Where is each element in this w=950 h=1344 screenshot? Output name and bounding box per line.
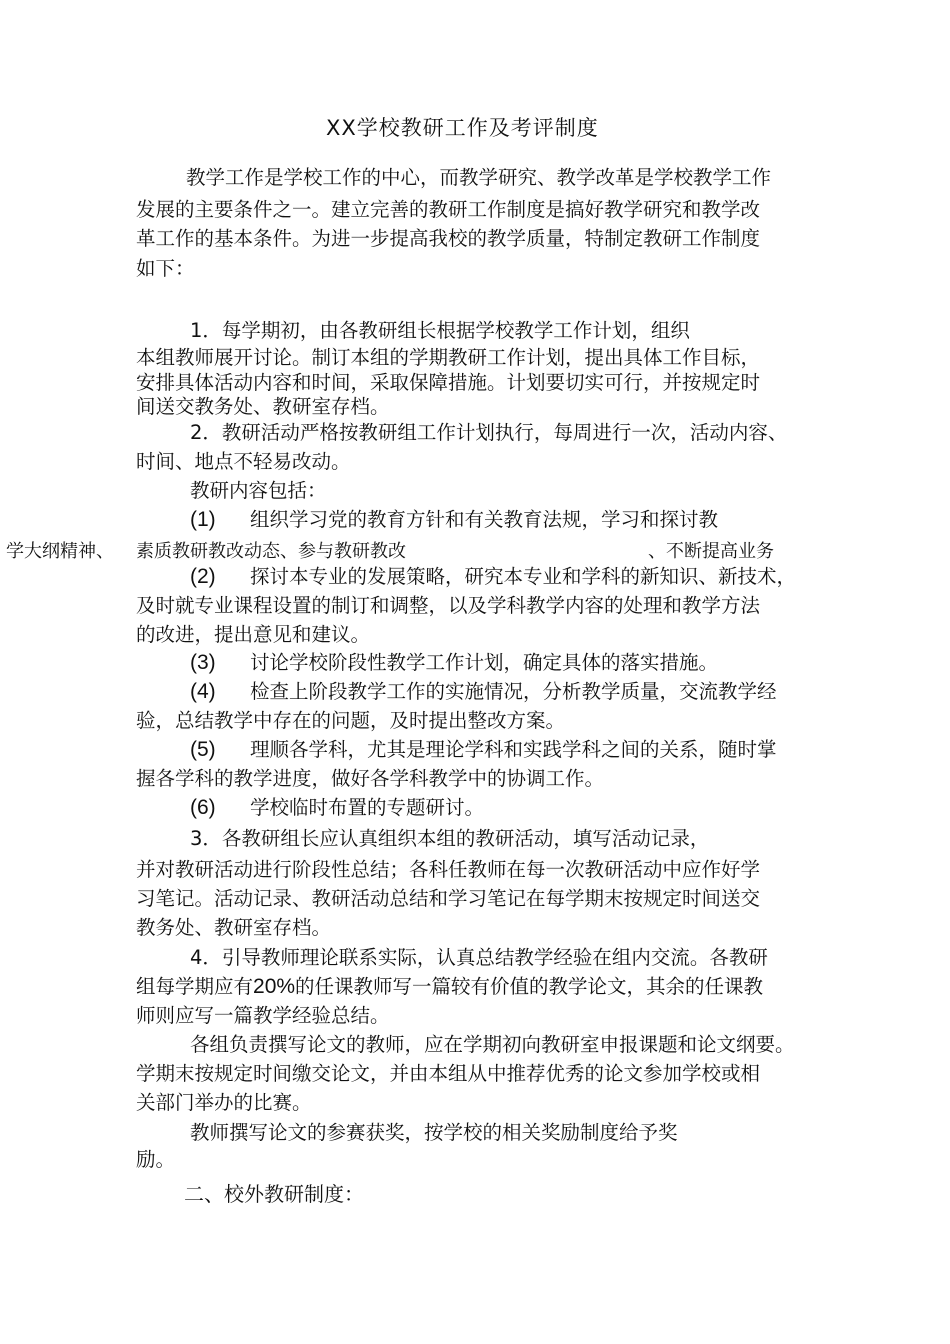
- item4-percent: 20%: [253, 975, 296, 998]
- sub5-text: 理顺各学科，尤其是理论学科和实践学科之间的关系，随时掌: [250, 738, 777, 761]
- item1-line: 安排具体活动内容和时间，采取保障措施。计划要切实可行，并按规定时: [136, 371, 761, 394]
- item4-line: 师则应写一篇教学经验总结。: [136, 1004, 390, 1027]
- item1-line: 1．每学期初，由各教研组长根据学校教学工作计划，组织: [190, 319, 690, 342]
- section-heading: 二、校外教研制度：: [184, 1182, 364, 1206]
- content-intro: 教研内容包括：: [190, 479, 327, 502]
- item4-text: 的任课教师写一篇较有价值的教学论文，其余的任课教: [295, 975, 764, 998]
- overlap-fragment: 学大纲精神、: [6, 541, 114, 562]
- sub3-text: 讨论学校阶段性教学工作计划，确定具体的落实措施。: [250, 651, 719, 674]
- item4-text: 组每学期应有: [136, 975, 254, 998]
- sub5-number: (5): [190, 738, 216, 761]
- sub2-text: 探讨本专业的发展策略，研究本专业和学科的新知识、新技术，: [250, 565, 797, 588]
- papers-line: 关部门举办的比赛。: [136, 1091, 312, 1114]
- sub1-text: 组织学习党的教育方针和有关教育法规，学习和探讨教: [250, 508, 719, 531]
- award-line: 教师撰写论文的参赛获奖，按学校的相关奖励制度给予奖: [190, 1121, 678, 1144]
- intro-line: 教学工作是学校工作的中心，而教学研究、教学改革是学校教学工作: [186, 166, 772, 189]
- sub2-text: 及时就专业课程设置的制订和调整，以及学科教学内容的处理和教学方法: [136, 594, 761, 617]
- item3-line: 并对教研活动进行阶段性总结；各科任教师在每一次教研活动中应作好学: [136, 858, 761, 881]
- overlap-fragment: 、不断提高业务: [648, 541, 774, 562]
- item3-line: 习笔记。活动记录、教研活动总结和学习笔记在每学期末按规定时间送交: [136, 887, 761, 910]
- overlap-fragment: 素质: [136, 541, 172, 562]
- sub6-text: 学校临时布置的专题研讨。: [250, 796, 485, 819]
- item1-line: 间送交教务处、教研室存档。: [136, 395, 390, 418]
- item3-line: 教务处、教研室存档。: [136, 916, 332, 939]
- sub1-number: (1): [190, 508, 216, 531]
- item2-line: 时间、地点不轻易改动。: [136, 450, 351, 473]
- sub4-text: 检查上阶段教学工作的实施情况，分析教学质量，交流教学经: [250, 680, 777, 703]
- sub5-text: 握各学科的教学进度，做好各学科教学中的协调工作。: [136, 767, 605, 790]
- document-title: XX学校教研工作及考评制度: [326, 116, 599, 140]
- sub3-number: (3): [190, 651, 216, 674]
- item2-line: 2．教研活动严格按教研组工作计划执行，每周进行一次，活动内容、: [190, 421, 788, 444]
- sub4-text: 验，总结教学中存在的问题，及时提出整改方案。: [136, 709, 566, 732]
- intro-line: 如下：: [136, 257, 195, 280]
- intro-line: 发展的主要条件之一。建立完善的教研工作制度是搞好教学研究和教学改: [136, 198, 761, 221]
- sub2-text: 的改进，提出意见和建议。: [136, 623, 371, 646]
- sub4-number: (4): [190, 680, 216, 703]
- sub2-number: (2): [190, 565, 216, 588]
- item4-line: 4．引导教师理论联系实际，认真总结教学经验在组内交流。各教研: [190, 946, 768, 969]
- overlap-fragment: 教研教改动态、参与教研教改: [172, 541, 406, 562]
- papers-line: 学期末按规定时间缴交论文，并由本组从中推荐优秀的论文参加学校或相: [136, 1062, 761, 1085]
- item3-line: 3．各教研组长应认真组织本组的教研活动，填写活动记录，: [190, 827, 710, 850]
- intro-line: 革工作的基本条件。为进一步提高我校的教学质量，特制定教研工作制度: [136, 227, 761, 250]
- papers-line: 各组负责撰写论文的教师，应在学期初向教研室申报课题和论文纲要。: [190, 1033, 795, 1056]
- item4-line: [136, 974, 763, 1000]
- item1-line: 本组教师展开讨论。制订本组的学期教研工作计划，提出具体工作目标，: [136, 346, 761, 369]
- award-line: 励。: [136, 1148, 176, 1171]
- sub6-number: (6): [190, 796, 216, 819]
